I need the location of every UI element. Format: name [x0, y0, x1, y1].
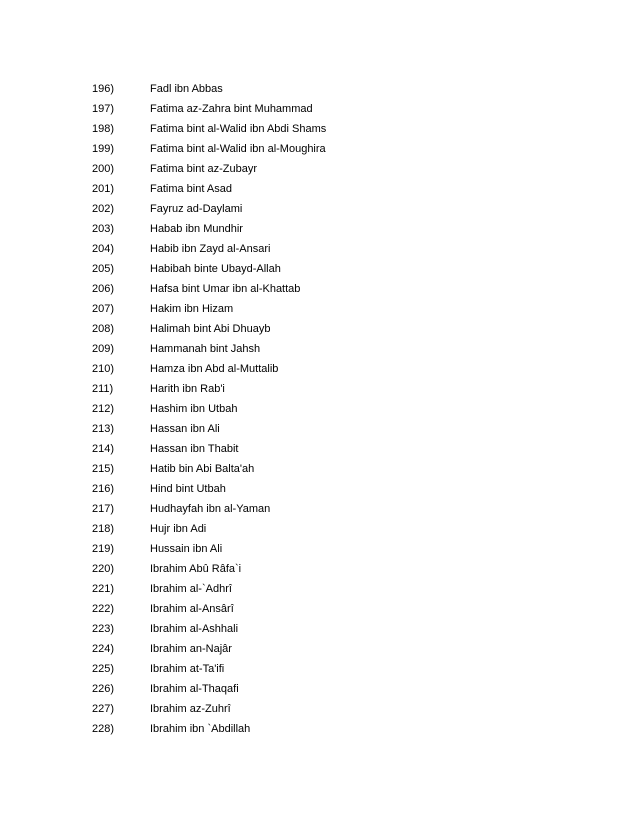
list-item-name: Ibrahim Abû Râfa`i — [150, 563, 242, 575]
list-item — [0, 99, 638, 119]
list-item-number: 213) — [92, 423, 115, 435]
list-item — [0, 559, 638, 579]
list-item — [0, 119, 638, 139]
list-item-number: 198) — [92, 123, 115, 135]
list-item-name: Fatima bint al-Walid ibn Abdi Shams — [150, 123, 327, 135]
list-item-number: 202) — [92, 203, 115, 215]
list-item — [0, 199, 638, 219]
list-item-name: Fatima bint az-Zubayr — [150, 163, 257, 175]
list-item-number: 211) — [92, 383, 114, 395]
list-item-name: Habibah binte Ubayd-Allah — [150, 263, 281, 275]
list-item — [0, 579, 638, 599]
list-item-name: Hussain ibn Ali — [150, 543, 223, 555]
list-item-number: 224) — [92, 643, 115, 655]
list-item-number: 203) — [92, 223, 115, 235]
list-item — [0, 539, 638, 559]
list-item-number: 206) — [92, 283, 115, 295]
list-item — [0, 479, 638, 499]
list-item-name: Hashim ibn Utbah — [150, 403, 238, 415]
list-item-number: 218) — [92, 523, 115, 535]
list-item-name: Ibrahim ibn `Abdillah — [150, 723, 251, 735]
list-item — [0, 599, 638, 619]
list-item-name: Ibrahim al-`Adhrî — [150, 583, 232, 595]
list-item — [0, 639, 638, 659]
list-item-number: 227) — [92, 703, 115, 715]
list-item-name: Hafsa bint Umar ibn al-Khattab — [150, 283, 301, 295]
list-item — [0, 379, 638, 399]
list-item-number: 196) — [92, 83, 115, 95]
list-item-number: 208) — [92, 323, 115, 335]
list-item — [0, 159, 638, 179]
list-item-name: Fayruz ad-Daylami — [150, 203, 243, 215]
list-item — [0, 179, 638, 199]
list-item-number: 205) — [92, 263, 115, 275]
list-item-name: Hudhayfah ibn al-Yaman — [150, 503, 271, 515]
list-item — [0, 399, 638, 419]
list-item — [0, 699, 638, 719]
list-item-name: Hujr ibn Adi — [150, 523, 207, 535]
list-item-number: 215) — [92, 463, 115, 475]
list-item — [0, 619, 638, 639]
list-item-number: 225) — [92, 663, 115, 675]
list-item-number: 199) — [92, 143, 115, 155]
list-item-name: Habab ibn Mundhir — [150, 223, 243, 235]
list-item — [0, 139, 638, 159]
list-item — [0, 419, 638, 439]
list-item-name: Fatima bint Asad — [150, 183, 232, 195]
list-item-name: Harith ibn Rab'i — [150, 383, 225, 395]
list-item — [0, 719, 638, 739]
list-item-name: Hamza ibn Abd al-Muttalib — [150, 363, 279, 375]
list-item-name: Ibrahim an-Najâr — [150, 643, 232, 655]
list-item-number: 204) — [92, 243, 115, 255]
list-item-number: 220) — [92, 563, 115, 575]
list-item-name: Fatima bint al-Walid ibn al-Moughira — [150, 143, 326, 155]
list-item-number: 216) — [92, 483, 115, 495]
list-item-name: Ibrahim az-Zuhrî — [150, 703, 231, 715]
list-item — [0, 279, 638, 299]
list-item-name: Hatib bin Abi Balta'ah — [150, 463, 255, 475]
list-item-name: Ibrahim al-Ansârî — [150, 603, 234, 615]
list-item-name: Hassan ibn Thabit — [150, 443, 239, 455]
list-item — [0, 679, 638, 699]
list-item-number: 201) — [92, 183, 115, 195]
list-item-number: 223) — [92, 623, 115, 635]
list-item-name: Habib ibn Zayd al-Ansari — [150, 243, 271, 255]
list-item — [0, 259, 638, 279]
list-item-number: 209) — [92, 343, 115, 355]
list-item-number: 214) — [92, 443, 115, 455]
list-item-name: Hind bint Utbah — [150, 483, 226, 495]
list-item-name: Hammanah bint Jahsh — [150, 343, 261, 355]
list-item-number: 228) — [92, 723, 115, 735]
list-item-number: 197) — [92, 103, 115, 115]
list-item-name: Fadl ibn Abbas — [150, 83, 223, 95]
list-item-name: Fatima az-Zahra bint Muhammad — [150, 103, 313, 115]
list-item — [0, 299, 638, 319]
list-item — [0, 339, 638, 359]
list-item — [0, 239, 638, 259]
list-item-number: 212) — [92, 403, 115, 415]
list-item-name: Ibrahim al-Ashhali — [150, 623, 239, 635]
list-item — [0, 79, 638, 99]
list-item-name: Ibrahim al-Thaqafi — [150, 683, 239, 695]
list-item — [0, 319, 638, 339]
list-item-number: 207) — [92, 303, 115, 315]
list-item-name: Hakim ibn Hizam — [150, 303, 234, 315]
list-item-name: Hassan ibn Ali — [150, 423, 220, 435]
list-item-number: 221) — [92, 583, 115, 595]
list-item-number: 217) — [92, 503, 115, 515]
list-item-number: 222) — [92, 603, 115, 615]
numbered-name-list — [0, 79, 638, 739]
list-item-number: 226) — [92, 683, 115, 695]
list-item — [0, 359, 638, 379]
list-item-number: 219) — [92, 543, 115, 555]
list-item-name: Ibrahim at-Ta'ifi — [150, 663, 225, 675]
list-item — [0, 459, 638, 479]
list-item-number: 200) — [92, 163, 115, 175]
list-item-number: 210) — [92, 363, 115, 375]
list-item — [0, 219, 638, 239]
list-item — [0, 499, 638, 519]
list-item-name: Halimah bint Abi Dhuayb — [150, 323, 271, 335]
list-item — [0, 519, 638, 539]
list-item — [0, 659, 638, 679]
list-item — [0, 439, 638, 459]
